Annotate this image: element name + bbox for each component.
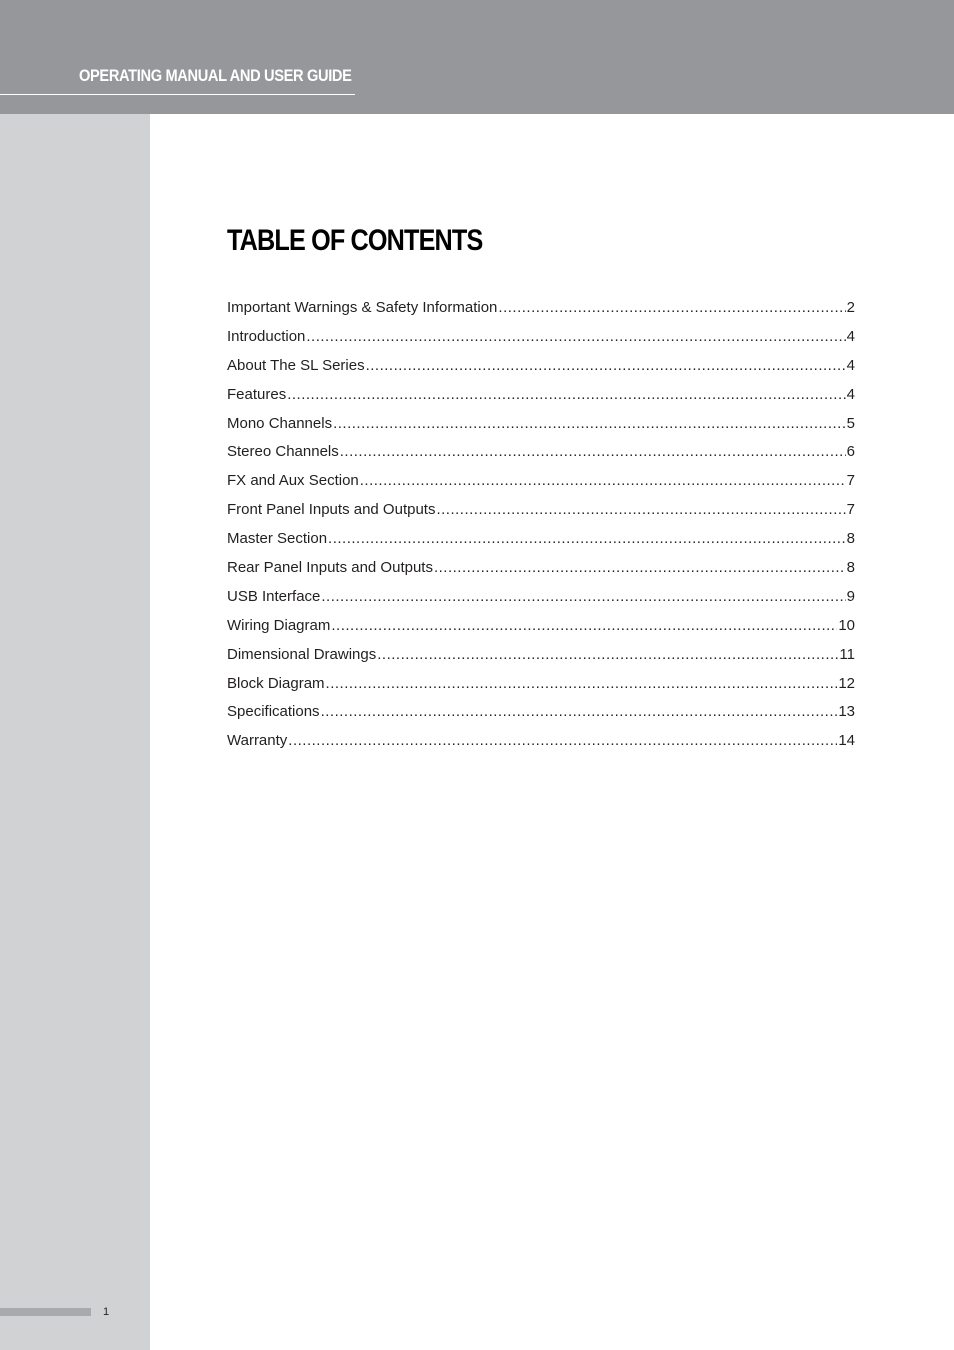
page-number: 1 xyxy=(103,1306,110,1318)
toc-entry-page: 6 xyxy=(846,443,855,461)
toc-dot-leader xyxy=(328,530,846,547)
toc-entry xyxy=(227,386,855,415)
toc-entry xyxy=(227,415,855,444)
toc-entry-page: 4 xyxy=(846,385,855,403)
toc-entry-title: Block Diagram xyxy=(227,674,325,692)
toc-entry-title: FX and Aux Section xyxy=(227,472,359,490)
toc-entry xyxy=(227,617,855,646)
toc-list xyxy=(227,299,855,761)
toc-entry xyxy=(227,501,855,530)
toc-entry-page: 9 xyxy=(846,587,855,605)
page-number-bar xyxy=(0,1308,91,1316)
toc-entry-title: Warranty xyxy=(227,732,288,750)
toc-entry xyxy=(227,588,855,617)
toc-entry-title: Introduction xyxy=(227,327,306,345)
toc-entry-title: Stereo Channels xyxy=(227,443,339,461)
toc-dot-leader xyxy=(360,472,846,489)
toc-entry-page: 2 xyxy=(846,299,855,316)
toc-entry xyxy=(227,357,855,386)
toc-entry-title: Front Panel Inputs and Outputs xyxy=(227,501,436,519)
toc-entry-page: 5 xyxy=(846,414,855,432)
toc-dot-leader xyxy=(498,299,845,316)
toc-dot-leader xyxy=(333,415,846,432)
toc-dot-leader xyxy=(321,703,838,720)
toc-entry xyxy=(227,675,855,704)
toc-entry xyxy=(227,299,855,328)
toc-entry-title: Dimensional Drawings xyxy=(227,645,377,663)
toc-entry-title: Specifications xyxy=(227,703,320,721)
toc-dot-leader xyxy=(434,559,846,576)
toc-entry-page: 4 xyxy=(846,356,855,374)
toc-entry-page: 13 xyxy=(838,703,855,721)
toc-entry xyxy=(227,646,855,675)
toc-entry xyxy=(227,472,855,501)
toc-dot-leader xyxy=(288,732,837,749)
toc-entry-page: 8 xyxy=(846,530,855,548)
toc-dot-leader xyxy=(436,501,845,518)
toc-entry-title: Rear Panel Inputs and Outputs xyxy=(227,559,433,577)
header-divider xyxy=(0,94,355,95)
toc-entry-title: Mono Channels xyxy=(227,414,333,432)
toc-entry-title: Features xyxy=(227,385,287,403)
toc-entry-title: Wiring Diagram xyxy=(227,616,331,634)
toc-dot-leader xyxy=(340,443,846,460)
toc-entry xyxy=(227,530,855,559)
toc-dot-leader xyxy=(321,588,845,605)
toc-entry-page: 12 xyxy=(838,674,855,692)
toc-dot-leader xyxy=(326,675,838,692)
toc-entry-page: 14 xyxy=(838,732,855,750)
toc-entry xyxy=(227,328,855,357)
toc-dot-leader xyxy=(377,646,838,663)
toc-dot-leader xyxy=(306,328,845,345)
document-title: OPERATING MANUAL AND USER GUIDE xyxy=(79,66,352,85)
toc-entry-title: About The SL Series xyxy=(227,356,365,374)
toc-entry-page: 7 xyxy=(846,501,855,519)
toc-entry-title: Master Section xyxy=(227,530,328,548)
toc-entry xyxy=(227,443,855,472)
toc-entry-page: 7 xyxy=(846,472,855,490)
toc-entry xyxy=(227,732,855,761)
side-margin-band xyxy=(0,114,150,1350)
toc-heading: TABLE OF CONTENTS xyxy=(227,224,483,257)
toc-entry-page: 11 xyxy=(839,645,855,663)
toc-entry-page: 10 xyxy=(838,616,855,634)
toc-entry-page: 4 xyxy=(846,327,855,345)
toc-entry-title: Important Warnings & Safety Information xyxy=(227,299,498,316)
toc-dot-leader xyxy=(366,357,846,374)
toc-entry xyxy=(227,559,855,588)
toc-dot-leader xyxy=(287,386,845,403)
toc-entry-page: 8 xyxy=(846,559,855,577)
toc-entry xyxy=(227,703,855,732)
toc-dot-leader xyxy=(331,617,837,634)
toc-entry-title: USB Interface xyxy=(227,587,321,605)
header-band xyxy=(0,0,954,114)
